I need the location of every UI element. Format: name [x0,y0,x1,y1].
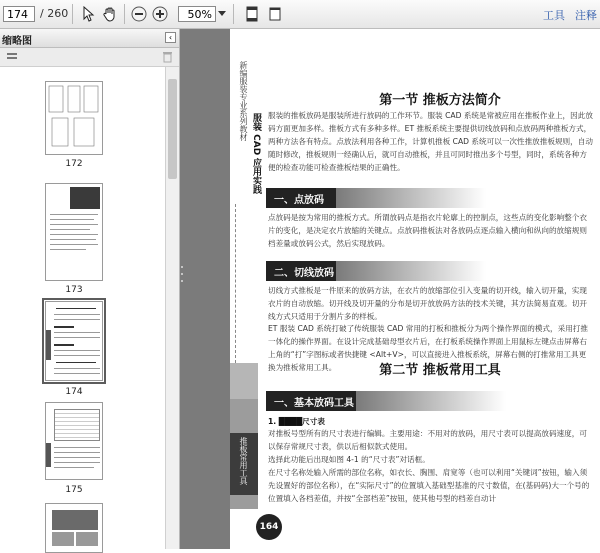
chapter-tab [230,399,258,433]
tool1-text-2: 选择此功能后出现如图 4-1 的“尺寸表”对话框。 [268,455,430,464]
scrollbar-thumb[interactable] [168,79,177,179]
dark-image-preview [70,187,100,209]
thumbnail-label: 173 [65,285,83,295]
grip-icon [180,259,184,289]
chevron-down-icon [218,11,226,17]
cut-grading-text-2: ET 服装 CAD 系统打破了传统服装 CAD 常用的打板和推板分为两个操作界面的模式，采用打推一体化的操作界面。在设计完成基础母型衣片后，在打板系统操作界面上用鼠标左键点击屏幕右上角的“打”字图标或者快捷键 <Alt+V>，可以直接进入推板系统，屏幕右侧的打推常用工具更换为推板常用工具。 [268,324,588,372]
thumbnail-page-selected[interactable] [45,301,103,381]
banner-basic-tools [266,391,526,411]
zoom-out-button[interactable] [130,5,148,23]
fit-page-button[interactable] [243,5,261,23]
thumbnail-page[interactable] [45,503,103,553]
tool1-text-3: 在尺寸名称处输入所需的部位名称，如衣长、胸围、肩宽等（也可以利用“关键词”按钮，输入须先设置好的部位名称），在“实际尺寸”的位置填入基础型基准的尺寸数值，在(基码码)大一个号的位置填入各档差值，并按“全部档差”按钮，使其他号型的档差自动计 [268,468,590,503]
cut-grading-text-1: 切线方式推板是一件原来的放码方法，在衣片的放缩部位引入变量的切开线，输入切开量，实现衣片的自动放缩。切开线及切开量的分布是切开放放码方法的技术关键，其方法简易直观。切开线方式只适用于分割片多的样板。 [268,286,587,321]
page-number-input[interactable] [3,6,35,22]
fit-width-icon [268,6,282,22]
thumbnail-panel-title: 缩略图 [2,36,32,47]
banner-text: 二、切线放码 [274,268,334,279]
banner-text: 一、基本放码工具 [274,398,354,409]
image-preview [52,510,98,530]
minus-circle-icon [131,6,147,22]
cursor-arrow-icon [81,6,95,22]
section2-heading: 第二节 推板常用工具 [379,363,501,378]
section1-intro: 服装的推板放码是服装所进行放码的工作环节。服装 CAD 系统是常被应用在推板作业上，因此放码方面更加多样。推板方式有多种多样。ET 推板系统主要提供切线放码和点放码两种推板方式，两种方法各有特点。点放法利用各种工作，计算机推板 CAD 系统可以一次性推放推板规则，自动随时修改，推板规则一经确认后，就可自动推板，并且可同时推出多个号型，同时，系统各种方便的检查功能可检查推板结果的正确性。 [268,111,593,172]
options-icon[interactable] [6,51,18,63]
toolbar-divider [124,4,125,24]
chapter-tab [230,363,258,399]
page-number-badge: 164 [256,514,282,540]
zoom-level-input[interactable] [178,6,216,22]
hand-tool-button[interactable] [101,5,119,23]
banner-cut-grading [266,261,526,281]
thumbnail-page[interactable] [45,402,103,480]
pattern-drawing-preview [46,82,102,154]
thumbnail-scrollbar[interactable] [165,67,179,549]
plus-circle-icon [152,6,168,22]
close-panel-button[interactable]: ‹ [165,32,176,43]
book-title-vertical [250,113,262,198]
point-grading-text: 点放码是按为常用的推板方式。所谓放码点是指衣片轮廓上的控制点，这些点的变化影响整个衣片的变化，是决定衣片放缩的关键点。点放码推板法对各放码点逐点输入横向和纵向的放缩规则档差量或放码公式，然后实现放码。 [268,213,587,248]
chapter-tab-label: 推板常用工具 [239,437,248,485]
toolbar-divider [233,4,234,24]
side-tab-preview [46,330,51,360]
tool1-title: 1. ████尺寸表 [268,417,325,426]
document-background [180,29,230,549]
tools-menu[interactable]: 工具 [543,9,565,22]
fit-width-button[interactable] [266,5,284,23]
section1-heading: 第一节 推板方法简介 [379,93,501,108]
thumbnail-label: 172 [65,159,83,169]
page-total: / 260 [40,7,69,20]
thumbnail-panel-header [0,29,179,48]
chapter-tab-current [230,433,258,495]
series-vertical-text: 新编服装专业系列教材 [239,61,248,141]
chapter-tab [230,495,258,509]
thumbnail-label: 174 [65,387,83,397]
image-preview [52,532,74,546]
image-preview [76,532,98,546]
book-title-text: 服装 CAD 应用实践 [251,113,261,195]
table-preview [54,409,100,441]
document-page [230,29,600,549]
thumbnail-toolbar [0,48,179,67]
select-tool-button[interactable] [79,5,97,23]
thumbnail-label: 175 [65,485,83,495]
thumbnail-page[interactable] [45,81,103,155]
thumbnail-list [0,67,166,549]
fit-page-icon [245,6,259,22]
banner-text: 一、点放码 [274,195,324,206]
toolbar-divider [72,4,73,24]
banner-point-grading [266,188,526,208]
zoom-in-button[interactable] [151,5,169,23]
panel-splitter[interactable] [180,259,184,289]
thumbnail-panel [0,29,180,549]
hand-icon [102,6,118,22]
thumbnail-page[interactable] [45,183,103,281]
zoom-dropdown-button[interactable] [216,5,228,23]
comment-menu[interactable]: 注释 [575,9,597,22]
toolbar [0,0,600,29]
side-tab-preview [46,443,51,467]
trash-icon[interactable] [162,51,173,63]
tool1-text-1: 对推板号型所有的尺寸表进行编辑。主要用途：不用对的放码，用尺寸表可以提高放码速度，可以保存常规尺寸表，供以后相似款式使用。 [268,429,587,451]
